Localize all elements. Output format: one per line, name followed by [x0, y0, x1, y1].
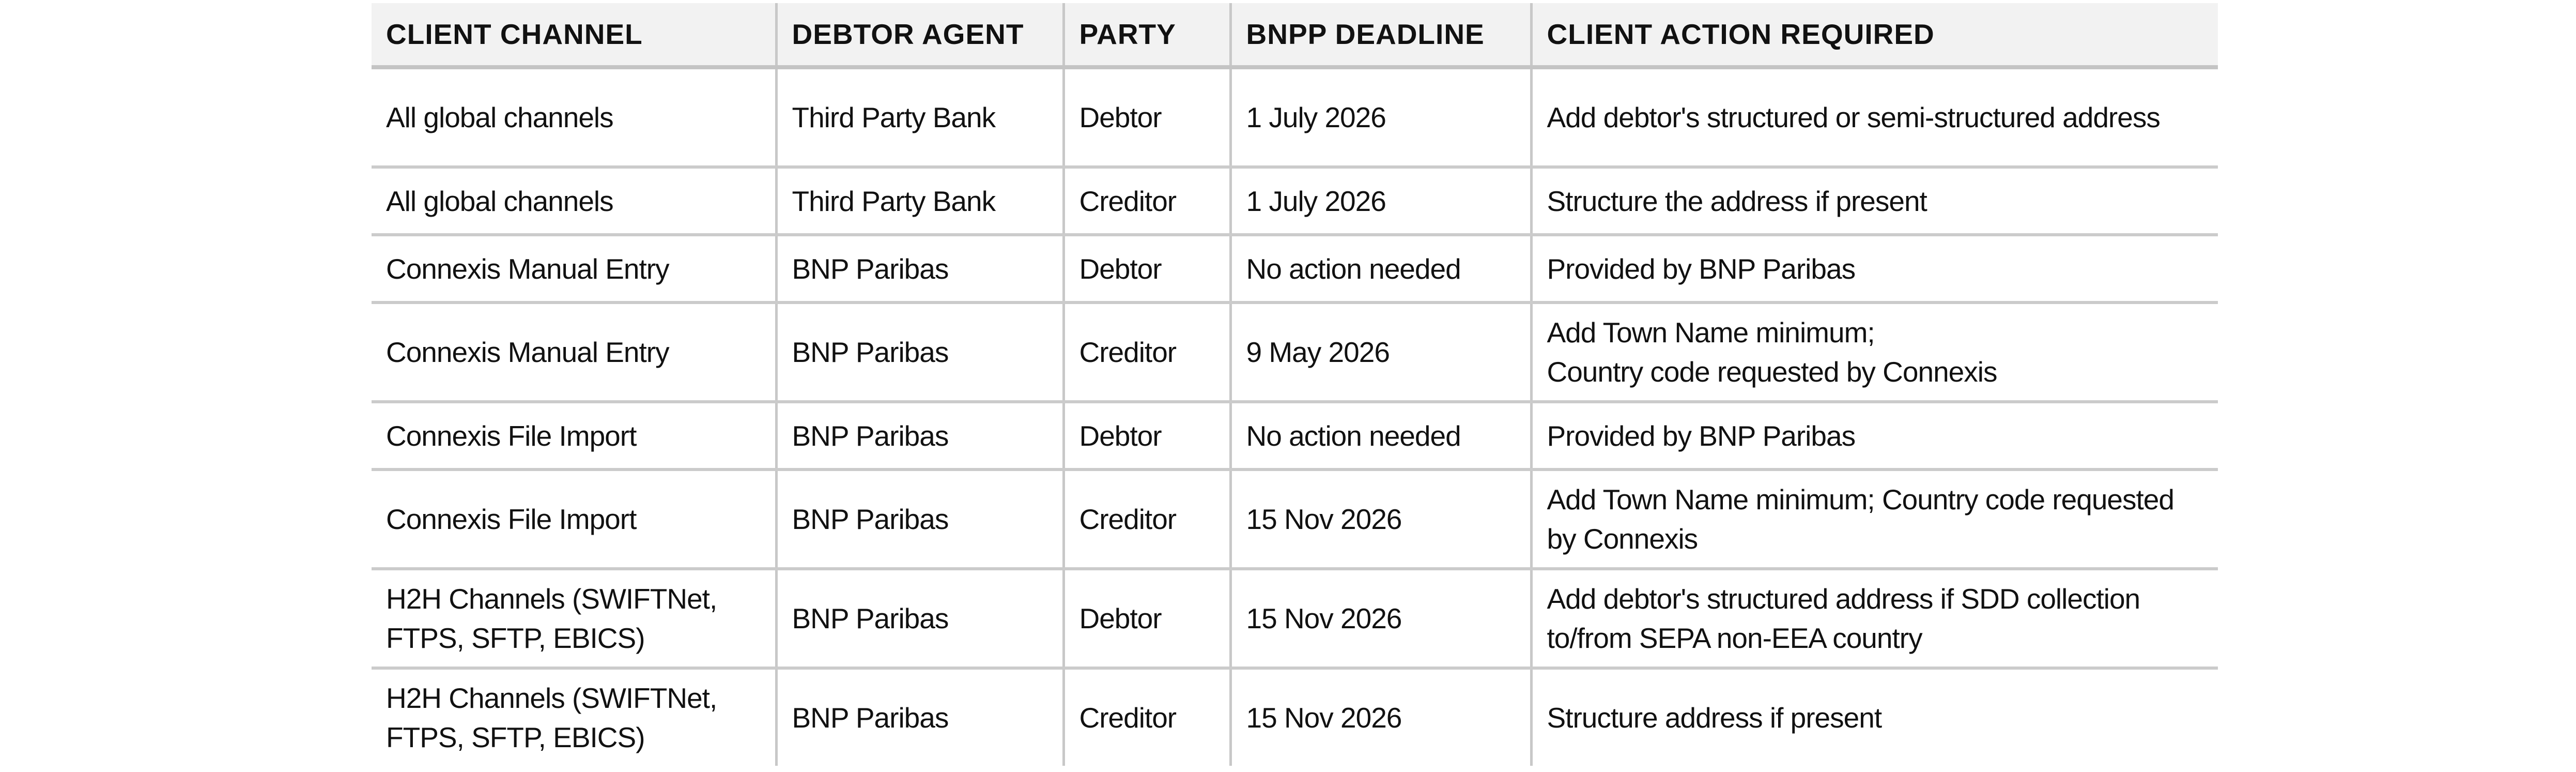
- table-row: [372, 402, 2218, 470]
- header-party: PARTY: [1063, 3, 1230, 67]
- header-client-action: CLIENT ACTION REQUIRED: [1531, 3, 2218, 67]
- cell-client-channel: H2H Channels (SWIFTNet, FTPS, SFTP, EBICS): [372, 569, 776, 668]
- table-row: [372, 67, 2218, 167]
- cell-debtor-agent: Third Party Bank: [776, 67, 1063, 167]
- cell-client-action: Add Town Name minimum; Country code requested by Connexis: [1531, 302, 2218, 402]
- cell-party: Debtor: [1063, 67, 1230, 167]
- table-row: [372, 569, 2218, 668]
- cell-bnpp-deadline: No action needed: [1230, 402, 1531, 470]
- cell-client-action: Add Town Name minimum; Country code requested by Connexis: [1531, 470, 2218, 569]
- cell-party: Creditor: [1063, 470, 1230, 569]
- header-client-channel: CLIENT CHANNEL: [372, 3, 776, 67]
- table-row: [372, 167, 2218, 235]
- cell-debtor-agent: BNP Paribas: [776, 470, 1063, 569]
- cell-client-action: Provided by BNP Paribas: [1531, 402, 2218, 470]
- cell-client-channel: All global channels: [372, 67, 776, 167]
- cell-client-action: Structure address if present: [1531, 668, 2218, 766]
- cell-party: Debtor: [1063, 402, 1230, 470]
- cell-debtor-agent: Third Party Bank: [776, 167, 1063, 235]
- cell-bnpp-deadline: 1 July 2026: [1230, 67, 1531, 167]
- cell-party: Debtor: [1063, 569, 1230, 668]
- cell-client-channel: H2H Channels (SWIFTNet, FTPS, SFTP, EBICS): [386, 682, 717, 753]
- cell-client-action: Structure the address if present: [1531, 167, 2218, 235]
- table-row: [372, 302, 2218, 402]
- address-requirements-table: [372, 3, 2218, 766]
- cell-client-channel: Connexis Manual Entry: [372, 302, 776, 402]
- header-bnpp-deadline: BNPP DEADLINE: [1230, 3, 1531, 67]
- cell-client-channel: All global channels: [372, 167, 776, 235]
- cell-bnpp-deadline: 9 May 2026: [1230, 302, 1531, 402]
- cell-party: Debtor: [1063, 235, 1230, 302]
- cell-client-action: Add debtor's structured or semi-structured address: [1531, 67, 2218, 167]
- table-row: [372, 470, 2218, 569]
- cell-bnpp-deadline: 1 July 2026: [1230, 167, 1531, 235]
- cell-client-action: Provided by BNP Paribas: [1531, 235, 2218, 302]
- cell-party: Creditor: [1063, 302, 1230, 402]
- cell-client-channel: Connexis File Import: [372, 470, 776, 569]
- cell-bnpp-deadline: 15 Nov 2026: [1230, 569, 1531, 668]
- cell-client-channel: Connexis File Import: [372, 402, 776, 470]
- table-row: [372, 668, 2218, 766]
- cell-debtor-agent: BNP Paribas: [776, 402, 1063, 470]
- cell-client-action: Add debtor's structured address if SDD collection to/from SEPA non-EEA country: [1531, 569, 2218, 668]
- cell-bnpp-deadline: No action needed: [1230, 235, 1531, 302]
- cell-party: Creditor: [1063, 668, 1230, 766]
- table-row: [372, 235, 2218, 302]
- cell-bnpp-deadline: 15 Nov 2026: [1230, 668, 1531, 766]
- cell-debtor-agent: BNP Paribas: [776, 569, 1063, 668]
- cell-client-channel: Connexis Manual Entry: [372, 235, 776, 302]
- table-header-row: [372, 3, 2218, 67]
- cell-bnpp-deadline: 15 Nov 2026: [1230, 470, 1531, 569]
- header-debtor-agent: DEBTOR AGENT: [776, 3, 1063, 67]
- cell-debtor-agent: BNP Paribas: [776, 302, 1063, 402]
- cell-debtor-agent: BNP Paribas: [776, 235, 1063, 302]
- cell-debtor-agent: BNP Paribas: [776, 668, 1063, 766]
- cell-party: Creditor: [1063, 167, 1230, 235]
